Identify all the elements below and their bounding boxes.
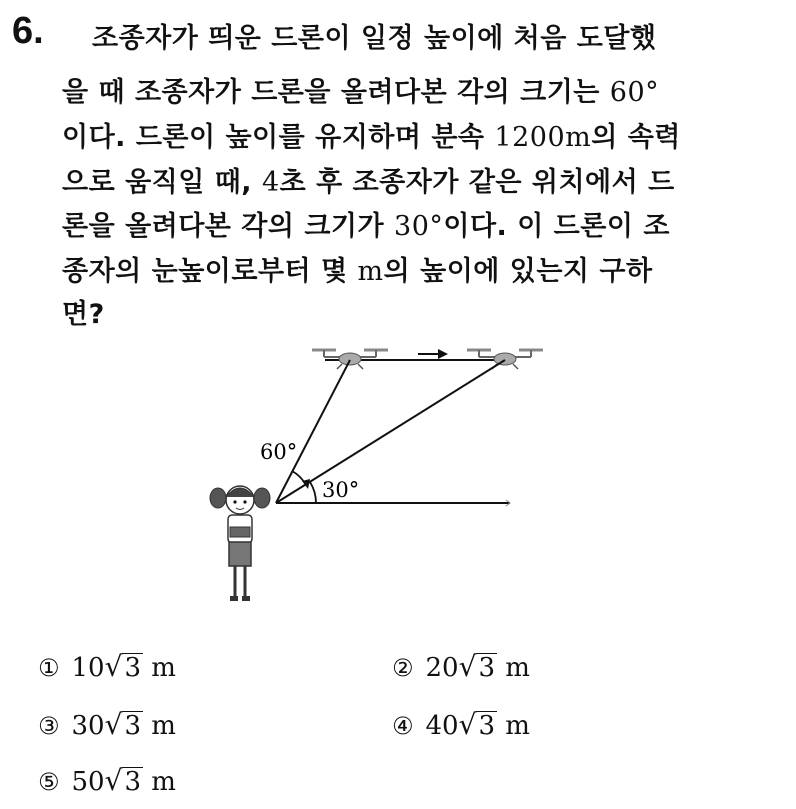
question-text: 의 속력 [591,122,681,153]
angle-arc-30 [310,482,316,503]
math-angle: 30° [394,211,444,242]
sqrt-icon: √ [458,650,477,683]
operator-girl-icon [210,486,270,601]
angle-label-30: 30° [322,478,360,502]
choice-radicand: 3 [478,653,495,683]
question-text: 이다. 이 드론이 조 [443,211,670,242]
choice-unit: m [151,767,176,797]
math-angle: 60° [609,77,660,108]
choice-2[interactable] [392,650,530,683]
angle-label-60: 60° [260,440,298,464]
question-line-7 [62,292,752,331]
sqrt-icon: √ [104,650,123,683]
question-text: 론을 올려다본 각의 크기가 [62,211,395,242]
choice-radicand: 3 [124,767,141,797]
direction-arrow-icon [418,349,448,359]
choice-mark: ④ [392,712,414,740]
question-line-2 [62,70,752,109]
choice-unit: m [505,711,530,741]
choice-mark: ⑤ [38,768,60,796]
question-line-5 [62,204,752,243]
choice-coef: 30 [71,711,105,741]
question-text: 으로 움직일 때, [62,167,262,198]
math-seconds: 4 [261,167,280,198]
choice-unit: m [151,653,176,683]
choice-coef: 40 [425,711,459,741]
question-text: 종자의 눈높이로부터 몇 [62,256,358,287]
question-line-1 [92,16,782,55]
choice-mark: ① [38,654,60,682]
choice-radicand: 3 [478,711,495,741]
choice-mark: ③ [38,712,60,740]
choice-coef: 50 [71,767,105,797]
question-text: 조종자가 띄운 드론이 일정 높이에 처음 도달했 [92,23,657,54]
choice-3[interactable] [38,708,176,741]
choice-5[interactable] [38,764,176,797]
question-number: 6. [12,10,44,52]
question-text: 의 높이에 있는지 구하 [383,256,653,287]
question-text: 초 후 조종자가 같은 위치에서 드 [279,167,675,198]
drone-figure [200,335,560,625]
choice-1[interactable] [38,650,176,683]
question-text: 면? [62,299,105,330]
sight-line-2 [276,360,505,503]
question-text: 이다. 드론이 높이를 유지하며 분속 [62,122,495,153]
math-unit: m [357,256,384,287]
question-line-3 [62,115,752,154]
choice-radicand: 3 [124,653,141,683]
choice-radicand: 3 [124,711,141,741]
question-line-6 [62,249,752,288]
choice-coef: 10 [71,653,105,683]
choice-unit: m [505,653,530,683]
choice-unit: m [151,711,176,741]
sqrt-icon: √ [104,708,123,741]
sqrt-icon: √ [104,764,123,797]
choice-coef: 20 [425,653,459,683]
question-line-4 [62,160,752,199]
math-speed: 1200m [494,122,592,153]
sqrt-icon: √ [458,708,477,741]
question-text: 을 때 조종자가 드론을 올려다본 각의 크기는 [62,77,610,108]
choice-4[interactable] [392,708,530,741]
choice-mark: ② [392,654,414,682]
